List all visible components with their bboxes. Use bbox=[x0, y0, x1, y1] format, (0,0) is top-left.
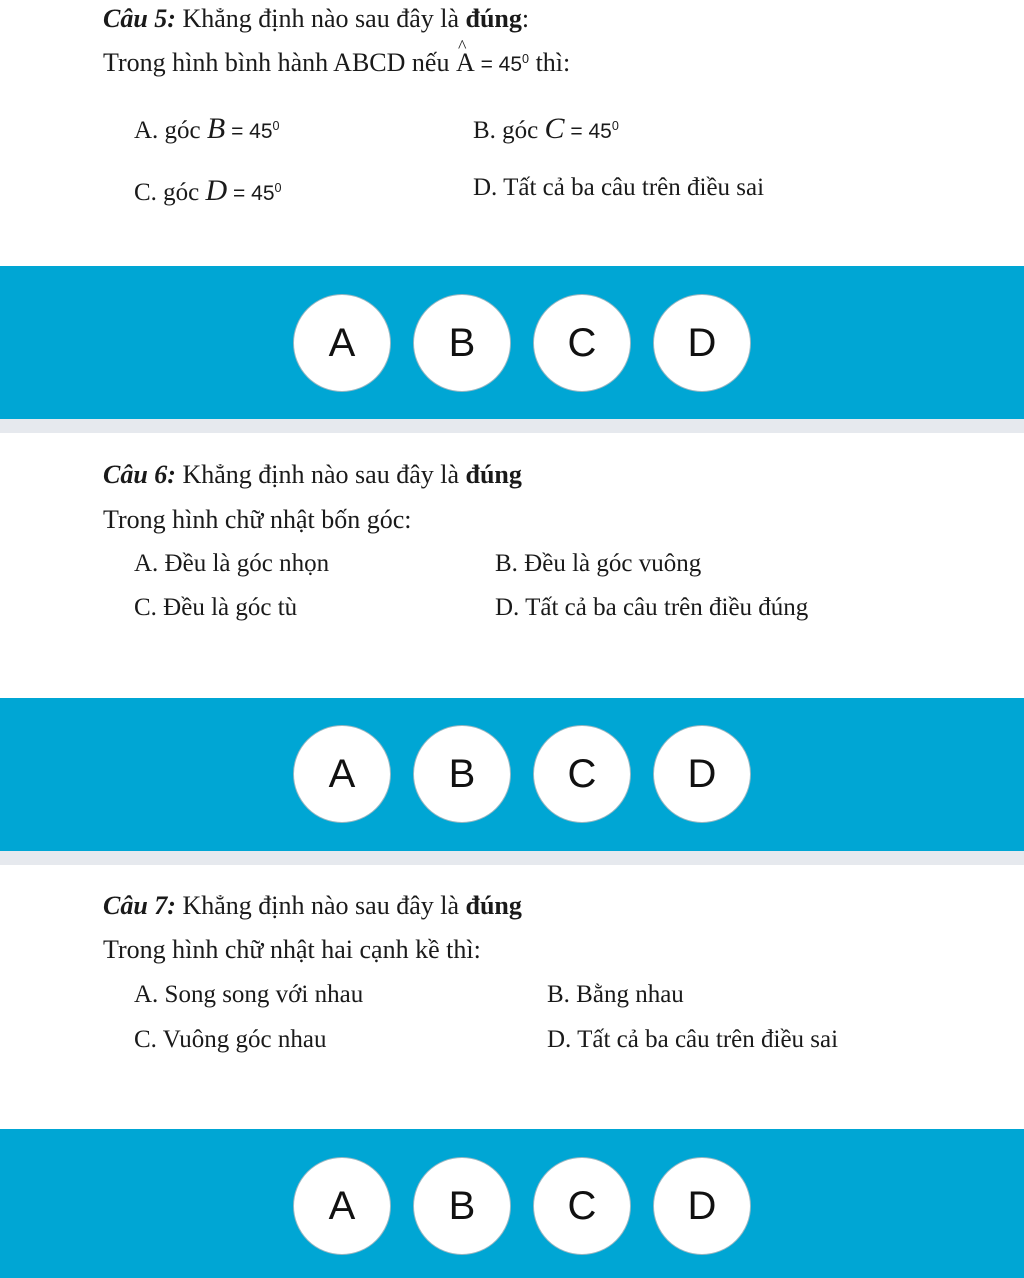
q7-title-bold: đúng bbox=[465, 891, 522, 920]
q5-answer-b-button[interactable]: B bbox=[413, 294, 511, 392]
q6-stem: Trong hình chữ nhật bốn góc: bbox=[103, 505, 412, 534]
q5-title-end: : bbox=[521, 4, 530, 33]
q5-answer-d-button[interactable]: D bbox=[653, 294, 751, 392]
q6-answer-b-button[interactable]: B bbox=[413, 725, 511, 823]
q7-answer-d-button[interactable]: D bbox=[653, 1157, 751, 1255]
q5-stem-prefix: Trong hình bình hành ABCD nếu bbox=[103, 48, 456, 77]
q7-answer-band bbox=[0, 1129, 1024, 1278]
q6-option-a: A. Đều là góc nhọn bbox=[134, 550, 330, 577]
q7-option-b: B. Bằng nhau bbox=[547, 981, 684, 1008]
q7-title-text: Khẳng định nào sau đây là bbox=[175, 891, 466, 920]
q6-option-d: D. Tất cả ba câu trên điều đúng bbox=[495, 594, 809, 621]
q6-option-b: B. Đều là góc vuông bbox=[495, 550, 702, 577]
q6-separator bbox=[0, 851, 1024, 865]
q5-answer-a-button[interactable]: A bbox=[293, 294, 391, 392]
q6-answer-c-button[interactable]: C bbox=[533, 725, 631, 823]
q7-option-d: D. Tất cả ba câu trên điều sai bbox=[547, 1026, 839, 1053]
q5-option-c-prefix: C. góc bbox=[134, 179, 206, 206]
q5-option-a-sup: 0 bbox=[272, 118, 280, 133]
q5-stem-var: ^ A bbox=[456, 48, 475, 78]
q6-title-text: Khẳng định nào sau đây là bbox=[175, 460, 466, 489]
q6-answer-d-button[interactable]: D bbox=[653, 725, 751, 823]
q5-stem bbox=[103, 48, 570, 78]
q5-stem-sup: 0 bbox=[522, 51, 530, 66]
q5-option-b-var: C bbox=[544, 112, 565, 145]
q6-answer-a-button[interactable]: A bbox=[293, 725, 391, 823]
q5-answer-c-button[interactable]: C bbox=[533, 294, 631, 392]
q5-option-c bbox=[134, 174, 282, 208]
q5-option-a-eq: = 45 bbox=[225, 120, 273, 143]
q6-answer-band bbox=[0, 698, 1024, 851]
q5-option-b-eq: = 45 bbox=[564, 120, 612, 143]
q5-label: Câu 5: bbox=[103, 4, 176, 33]
q5-title-bold: đúng bbox=[465, 4, 522, 33]
q7-title bbox=[103, 891, 522, 921]
q5-option-a bbox=[134, 112, 280, 146]
q6-option-c: C. Đều là góc tù bbox=[134, 594, 298, 621]
q5-answer-band bbox=[0, 266, 1024, 419]
q7-option-a: A. Song song với nhau bbox=[134, 981, 364, 1008]
q5-option-a-var: B bbox=[206, 112, 226, 145]
q5-option-c-var: D bbox=[205, 174, 228, 207]
q5-stem-eq: = 45 bbox=[474, 53, 523, 76]
q7-answer-a-button[interactable]: A bbox=[293, 1157, 391, 1255]
q6-title bbox=[103, 460, 522, 490]
q7-answer-b-button[interactable]: B bbox=[413, 1157, 511, 1255]
q5-option-c-eq: = 45 bbox=[227, 182, 275, 205]
q5-option-b-sup: 0 bbox=[611, 118, 619, 133]
q5-option-c-sup: 0 bbox=[274, 180, 282, 195]
q5-stem-end: thì: bbox=[529, 48, 571, 77]
q6-title-bold: đúng bbox=[465, 460, 522, 489]
q7-stem: Trong hình chữ nhật hai cạnh kề thì: bbox=[103, 935, 481, 964]
q7-option-c: C. Vuông góc nhau bbox=[134, 1026, 327, 1053]
q5-option-b-prefix: B. góc bbox=[473, 117, 545, 144]
q7-label: Câu 7: bbox=[103, 891, 176, 920]
q5-separator bbox=[0, 419, 1024, 433]
q5-option-b bbox=[473, 112, 619, 146]
q5-option-d: D. Tất cả ba câu trên điều sai bbox=[473, 174, 765, 201]
q5-title-text: Khẳng định nào sau đây là bbox=[175, 4, 466, 33]
q6-label: Câu 6: bbox=[103, 460, 176, 489]
q7-answer-c-button[interactable]: C bbox=[533, 1157, 631, 1255]
q5-title bbox=[103, 4, 529, 34]
q5-option-a-prefix: A. góc bbox=[134, 117, 207, 144]
